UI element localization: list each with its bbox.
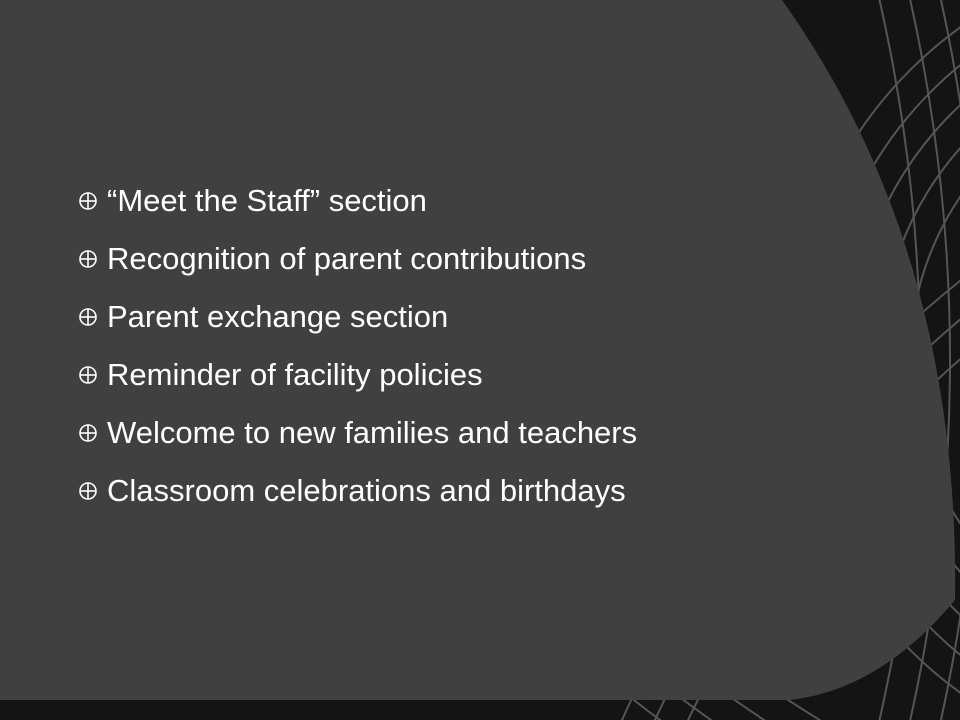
bullet-item <box>78 230 637 288</box>
bullet-item <box>78 172 637 230</box>
circle-cross-icon <box>78 481 98 501</box>
circle-cross-icon <box>78 191 98 211</box>
circle-cross-icon <box>78 249 98 269</box>
bullet-item <box>78 404 637 462</box>
bullet-item <box>78 288 637 346</box>
bullet-text: Parent exchange section <box>107 299 449 334</box>
circle-cross-icon <box>78 307 98 327</box>
bullet-item <box>78 462 637 520</box>
bullet-item <box>78 346 637 404</box>
circle-cross-icon <box>78 423 98 443</box>
bullet-text: Classroom celebrations and birthdays <box>107 473 626 508</box>
bullet-text: Recognition of parent contributions <box>107 241 587 276</box>
bullet-list <box>78 172 637 520</box>
circle-cross-icon <box>78 365 98 385</box>
bullet-text: Welcome to new families and teachers <box>107 415 638 450</box>
bullet-text: “Meet the Staff” section <box>107 183 427 218</box>
bullet-text: Reminder of facility policies <box>107 357 483 392</box>
